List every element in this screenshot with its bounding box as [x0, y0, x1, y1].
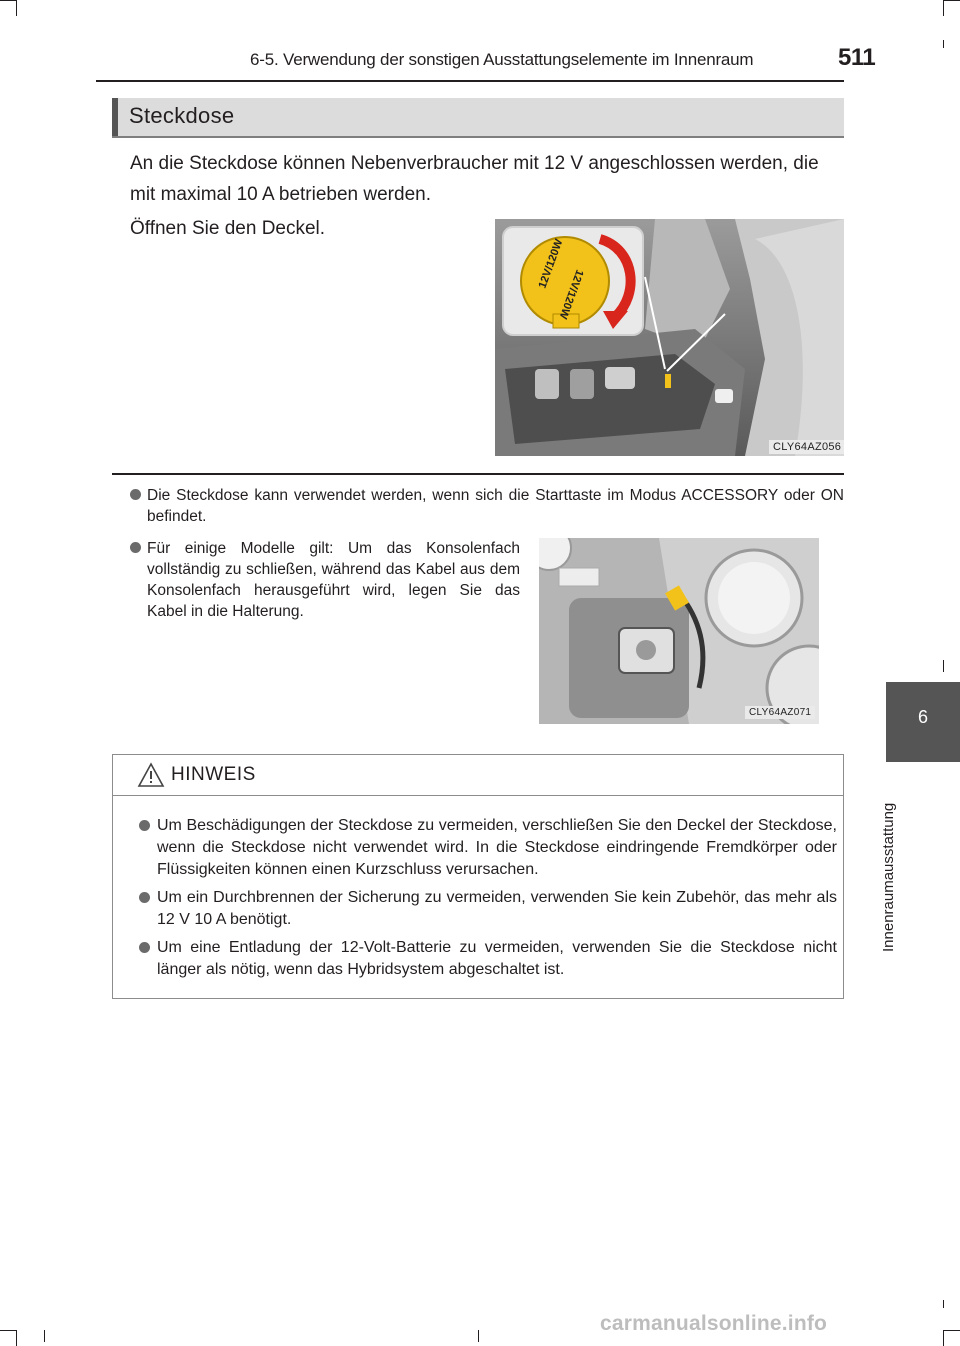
crop-mark — [0, 0, 16, 1]
section-title: Steckdose — [129, 103, 235, 128]
figure-power-outlet — [495, 219, 844, 456]
bullet-dot — [130, 489, 141, 500]
crop-mark — [16, 0, 17, 16]
notice-item-text: Um ein Durchbrennen der Sicherung zu vermeiden, verwenden Sie kein Zubehör, das mehr als 12 V 10 A benötigt. — [157, 889, 837, 928]
warning-icon — [137, 762, 165, 788]
bullet-dot — [139, 892, 150, 903]
header-rule — [96, 80, 844, 82]
cap-label: 12V/120W — [536, 237, 566, 291]
crop-mark — [943, 1300, 944, 1308]
notice-header — [113, 755, 843, 796]
figure-code: CLY64AZ071 — [745, 706, 815, 719]
crop-mark — [943, 1330, 944, 1346]
bullet-dot — [139, 942, 150, 953]
cap-label: 12V/120W — [556, 267, 586, 321]
separator-rule — [112, 473, 844, 475]
crop-mark — [943, 40, 944, 48]
list-item — [130, 538, 522, 628]
cable-holder-illustration — [539, 538, 819, 724]
section-marker — [112, 98, 118, 136]
notice-title: HINWEIS — [171, 764, 256, 785]
crop-mark — [943, 0, 944, 16]
chapter-label: Innenraumausstattung — [880, 802, 897, 952]
bullet-dot — [130, 542, 141, 553]
notice-item — [139, 937, 837, 981]
crop-mark — [944, 1330, 960, 1331]
bullet-dot — [139, 820, 150, 831]
section-heading-bar — [112, 98, 844, 138]
bullet-text: Für einige Modelle gilt: Um das Konsolenfach vollständig zu schließen, während das Kabel aus dem Konsolenfach herausgeführt wird, legen Sie das Kabel in die Halterung. — [147, 540, 520, 620]
crop-mark — [944, 0, 960, 1]
chapter-header: 6-5. Verwendung der sonstigen Ausstattungselemente im Innenraum — [250, 50, 754, 69]
console-illustration — [495, 219, 844, 456]
list-item — [130, 485, 844, 529]
figure-console-cable — [539, 538, 819, 724]
notice-item — [139, 887, 837, 931]
step-instruction: Öffnen Sie den Deckel. — [130, 218, 326, 239]
notice-item-text: Um Beschädigungen der Steckdose zu vermeiden, verschließen Sie den Deckel der Steckdose, wenn die Steckdose nicht verwendet wird. In die Steckdose eindringende Fremdkörper oder Flüssigkeiten können einen Kurzschluss verursachen. — [157, 817, 837, 878]
crop-mark — [943, 660, 944, 672]
crop-mark — [16, 1330, 17, 1346]
crop-mark — [478, 1330, 479, 1342]
figure-code: CLY64AZ056 — [769, 440, 844, 454]
crop-mark — [0, 1330, 16, 1331]
watermark: carmanualsonline.info — [600, 1312, 828, 1335]
crop-mark — [44, 1330, 45, 1342]
bullet-text: Die Steckdose kann verwendet werden, wenn sich die Starttaste im Modus ACCESSORY oder ON befindet. — [147, 487, 844, 525]
chapter-tab — [886, 682, 960, 762]
page-number: 511 — [838, 44, 876, 71]
notice-box — [112, 754, 844, 999]
notice-item — [139, 815, 837, 881]
intro-paragraph: An die Steckdose können Nebenverbraucher mit 12 V angeschlossen werden, die mit maximal 10 A betrieben werden. — [130, 153, 819, 205]
notice-item-text: Um eine Entladung der 12-Volt-Batterie zu vermeiden, verwenden Sie die Steckdose nicht länger als nötig, wenn das Hybridsystem abgeschaltet ist. — [157, 939, 837, 978]
chapter-number: 6 — [917, 707, 928, 727]
